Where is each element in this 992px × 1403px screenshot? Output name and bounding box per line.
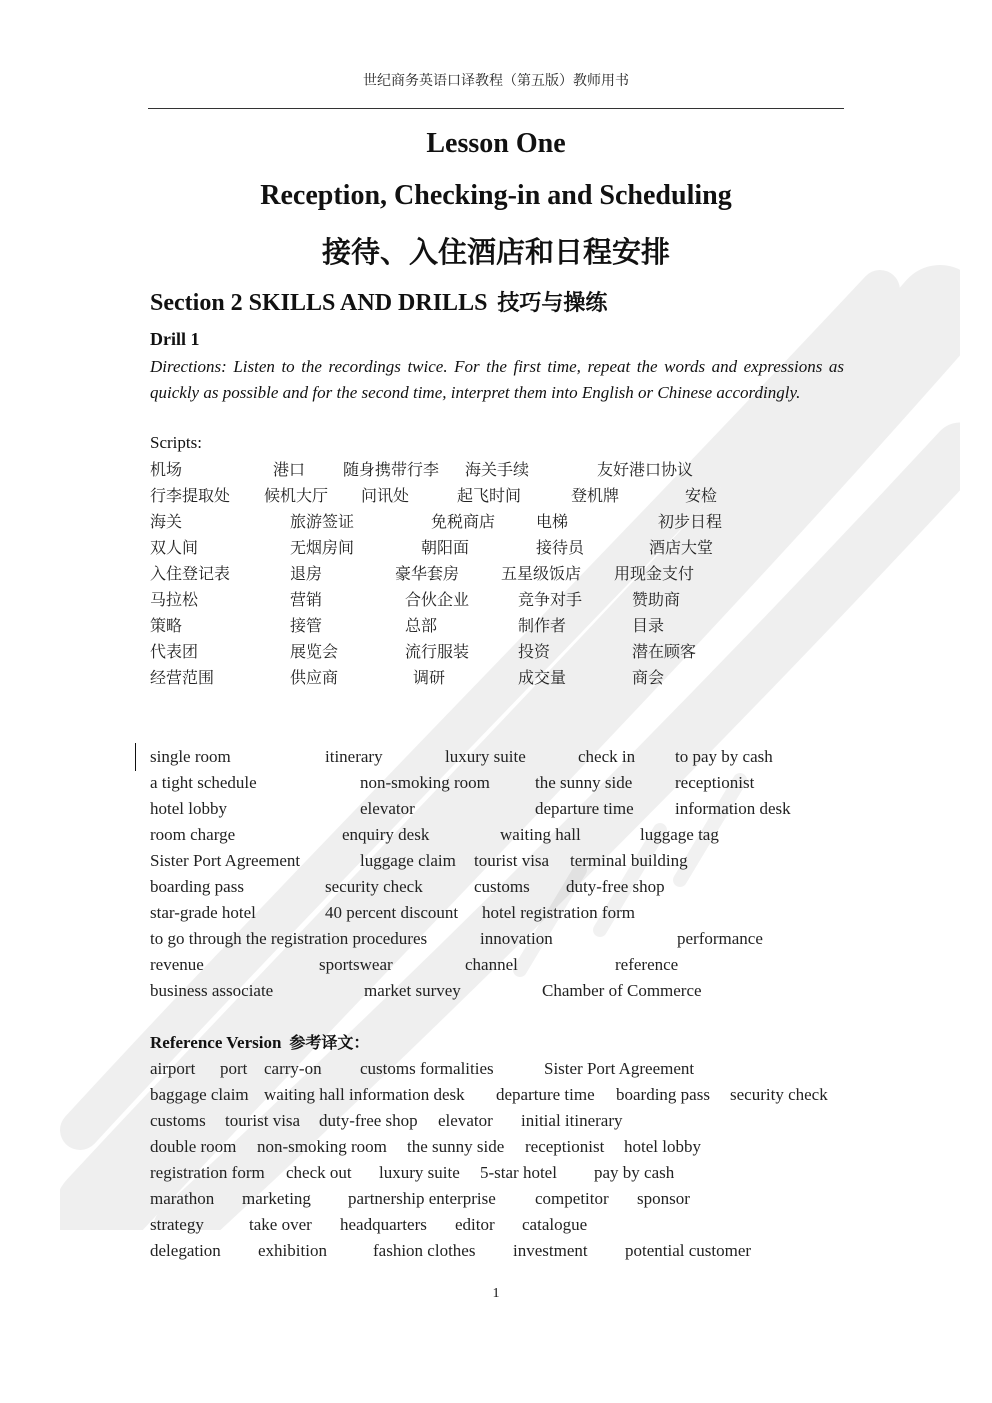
english-term: the sunny side [535, 773, 633, 792]
english-term-row [0, 926, 992, 952]
reference-term: tourist visa [225, 1111, 301, 1130]
english-term: to pay by cash [675, 747, 773, 766]
reference-term: Sister Port Agreement [544, 1059, 695, 1078]
english-term-row [0, 900, 992, 926]
english-term-row [0, 978, 992, 1004]
reference-term: non-smoking room [257, 1137, 387, 1156]
chinese-term: 调研 [413, 668, 446, 687]
reference-term: exhibition [258, 1241, 327, 1260]
chinese-term-row [0, 509, 992, 535]
page-number: 1 [492, 1286, 500, 1301]
reference-term: 5-star hotel [480, 1163, 557, 1182]
reference-term: headquarters [340, 1215, 427, 1234]
chinese-term-row [0, 639, 992, 665]
english-term: to go through the registration procedures [150, 929, 428, 948]
lesson-topic-chinese: 接待、入住酒店和日程安排 [321, 235, 670, 269]
chinese-term: 起飞时间 [457, 486, 522, 505]
english-term: room charge [150, 825, 236, 844]
lesson-topic-english: Reception, Checking-in and Scheduling [260, 180, 732, 211]
reference-term: customs [150, 1111, 206, 1130]
reference-term: editor [455, 1215, 495, 1234]
english-term: luggage tag [640, 825, 719, 844]
chinese-term: 供应商 [290, 668, 339, 687]
english-term: duty-free shop [566, 877, 665, 896]
reference-version-heading [150, 1030, 369, 1053]
reference-term: investment [513, 1241, 588, 1260]
chinese-term: 目录 [632, 616, 665, 635]
reference-term: pay by cash [594, 1163, 675, 1182]
reference-term: elevator [438, 1111, 493, 1130]
english-term: star-grade hotel [150, 903, 256, 922]
english-term-row [0, 744, 992, 770]
chinese-term: 接管 [290, 616, 323, 635]
english-term: non-smoking room [360, 773, 490, 792]
english-term: hotel lobby [150, 799, 227, 818]
english-term: waiting hall [500, 825, 581, 844]
english-term-row [0, 874, 992, 900]
reference-term-row [0, 1238, 992, 1264]
reference-term: take over [249, 1215, 312, 1234]
chinese-term: 用现金支付 [614, 564, 695, 583]
english-term: security check [325, 877, 423, 896]
reference-term: luxury suite [379, 1163, 460, 1182]
english-term-row [0, 770, 992, 796]
english-term: Sister Port Agreement [150, 851, 301, 870]
english-term: boarding pass [150, 877, 244, 896]
reference-term-row [0, 1160, 992, 1186]
english-term: luxury suite [445, 747, 526, 766]
chinese-term: 无烟房间 [290, 538, 355, 557]
chinese-term: 问讯处 [361, 486, 410, 505]
chinese-term: 营销 [290, 590, 323, 609]
chinese-term: 豪华套房 [395, 564, 460, 583]
chinese-term: 初步日程 [658, 512, 723, 531]
chinese-term: 行李提取处 [150, 486, 231, 505]
chinese-term: 登机牌 [571, 486, 620, 505]
reference-term: competitor [535, 1189, 609, 1208]
english-term: enquiry desk [342, 825, 430, 844]
reference-term: customs formalities [360, 1059, 494, 1078]
lesson-title: Lesson One [426, 128, 566, 159]
chinese-term: 潜在顾客 [632, 642, 697, 661]
chinese-term-row [0, 561, 992, 587]
english-term: market survey [364, 981, 461, 1000]
chinese-term: 制作者 [518, 616, 567, 635]
chinese-term: 酒店大堂 [649, 538, 714, 557]
reference-term: hotel lobby [624, 1137, 701, 1156]
english-term: hotel registration form [482, 903, 635, 922]
chinese-term: 电梯 [536, 512, 569, 531]
reference-term: catalogue [522, 1215, 588, 1234]
chinese-term: 入住登记表 [150, 564, 231, 583]
chinese-term: 随身携带行李 [343, 460, 440, 479]
reference-term: initial itinerary [521, 1111, 623, 1130]
reference-term-row [0, 1108, 992, 1134]
english-term: channel [465, 955, 518, 974]
section-heading-chinese: 技巧与操练 [497, 291, 608, 316]
english-term: elevator [360, 799, 415, 818]
reference-term: sponsor [637, 1189, 690, 1208]
chinese-term: 策略 [150, 616, 183, 635]
chinese-term: 商会 [632, 668, 665, 687]
reference-term-row [0, 1186, 992, 1212]
header-rule [148, 108, 844, 109]
reference-term: duty-free shop [319, 1111, 418, 1130]
chinese-term-row [0, 535, 992, 561]
chinese-term: 友好港口协议 [597, 460, 694, 479]
reference-term-row [0, 1134, 992, 1160]
english-term: single room [150, 747, 231, 766]
chinese-term-row [0, 457, 992, 483]
chinese-term: 代表团 [150, 642, 199, 661]
reference-term: marathon [150, 1189, 215, 1208]
reference-term: airport [150, 1059, 196, 1078]
chinese-term: 竞争对手 [518, 590, 583, 609]
english-term: check in [578, 747, 636, 766]
chinese-term: 投资 [518, 642, 551, 661]
reference-term: registration form [150, 1163, 265, 1182]
english-term: luggage claim [360, 851, 456, 870]
chinese-term: 马拉松 [150, 590, 199, 609]
english-term: receptionist [675, 773, 755, 792]
chinese-term-row [0, 587, 992, 613]
chinese-term-row [0, 665, 992, 691]
english-term: business associate [150, 981, 274, 1000]
chinese-term: 双人间 [150, 538, 199, 557]
chinese-term: 旅游签证 [290, 512, 355, 531]
reference-term: potential customer [625, 1241, 752, 1260]
reference-term-row [0, 1082, 992, 1108]
english-term-row [0, 952, 992, 978]
english-term-row [0, 822, 992, 848]
running-header: 世纪商务英语口译教程（第五版）教师用书 [363, 73, 629, 89]
drill-directions: Directions: Listen to the recordings twice. For the first time, repeat the words and expressions as quickly as possible and for the second time, interpret them into English or Chinese accordingly. [150, 357, 844, 402]
chinese-term-row [0, 613, 992, 639]
english-term-row [0, 848, 992, 874]
english-term: revenue [150, 955, 204, 974]
reference-heading-chinese: 参考译文： [289, 1033, 370, 1052]
reference-term: the sunny side [407, 1137, 505, 1156]
reference-term: strategy [150, 1215, 204, 1234]
drill-title: Drill 1 [150, 329, 200, 349]
english-term: 40 percent discount [325, 903, 459, 922]
chinese-term: 接待员 [536, 538, 585, 557]
reference-term: baggage claim [150, 1085, 249, 1104]
reference-term: carry-on [264, 1059, 322, 1078]
chinese-term: 展览会 [290, 642, 339, 661]
section-heading [150, 286, 607, 317]
english-term: customs [474, 877, 530, 896]
chinese-term: 退房 [290, 564, 323, 583]
reference-term: delegation [150, 1241, 221, 1260]
reference-term: marketing [242, 1189, 311, 1208]
chinese-term: 候机大厅 [264, 486, 329, 505]
reference-term-row [0, 1212, 992, 1238]
chinese-term: 合伙企业 [405, 590, 470, 609]
english-term: terminal building [570, 851, 688, 870]
chinese-term: 机场 [150, 460, 183, 479]
reference-term: receptionist [525, 1137, 605, 1156]
chinese-term: 海关 [150, 512, 183, 531]
chinese-term: 流行服装 [405, 642, 470, 661]
english-term: itinerary [325, 747, 383, 766]
reference-term: partnership enterprise [348, 1189, 496, 1208]
english-term: innovation [480, 929, 553, 948]
reference-heading-english: Reference Version [150, 1033, 282, 1052]
english-term-row [0, 796, 992, 822]
chinese-term: 总部 [405, 616, 438, 635]
reference-term: departure time [496, 1085, 595, 1104]
english-term: information desk [675, 799, 791, 818]
reference-term: waiting hall information desk [264, 1085, 465, 1104]
chinese-term: 港口 [273, 460, 306, 479]
chinese-term: 免税商店 [431, 512, 496, 531]
chinese-term: 赞助商 [632, 590, 681, 609]
english-term: a tight schedule [150, 773, 257, 792]
chinese-term-row [0, 483, 992, 509]
english-term: performance [677, 929, 763, 948]
reference-term: boarding pass [616, 1085, 710, 1104]
chinese-term: 海关手续 [465, 460, 530, 479]
english-term: departure time [535, 799, 634, 818]
chinese-term: 经营范围 [150, 668, 215, 687]
chinese-term: 朝阳面 [421, 538, 470, 557]
chinese-term: 成交量 [518, 668, 567, 687]
reference-term: check out [286, 1163, 352, 1182]
chinese-term: 安检 [685, 486, 718, 505]
reference-term: fashion clothes [373, 1241, 476, 1260]
reference-term-row [0, 1056, 992, 1082]
reference-term: security check [730, 1085, 828, 1104]
reference-term: double room [150, 1137, 237, 1156]
scripts-label: Scripts: [150, 433, 202, 452]
section-heading-english: Section 2 SKILLS AND DRILLS [150, 290, 488, 316]
english-term: tourist visa [474, 851, 550, 870]
english-term: Chamber of Commerce [542, 981, 702, 1000]
english-term: sportswear [319, 955, 393, 974]
english-term: reference [615, 955, 679, 974]
chinese-term: 五星级饭店 [501, 564, 582, 583]
reference-term: port [220, 1059, 248, 1078]
